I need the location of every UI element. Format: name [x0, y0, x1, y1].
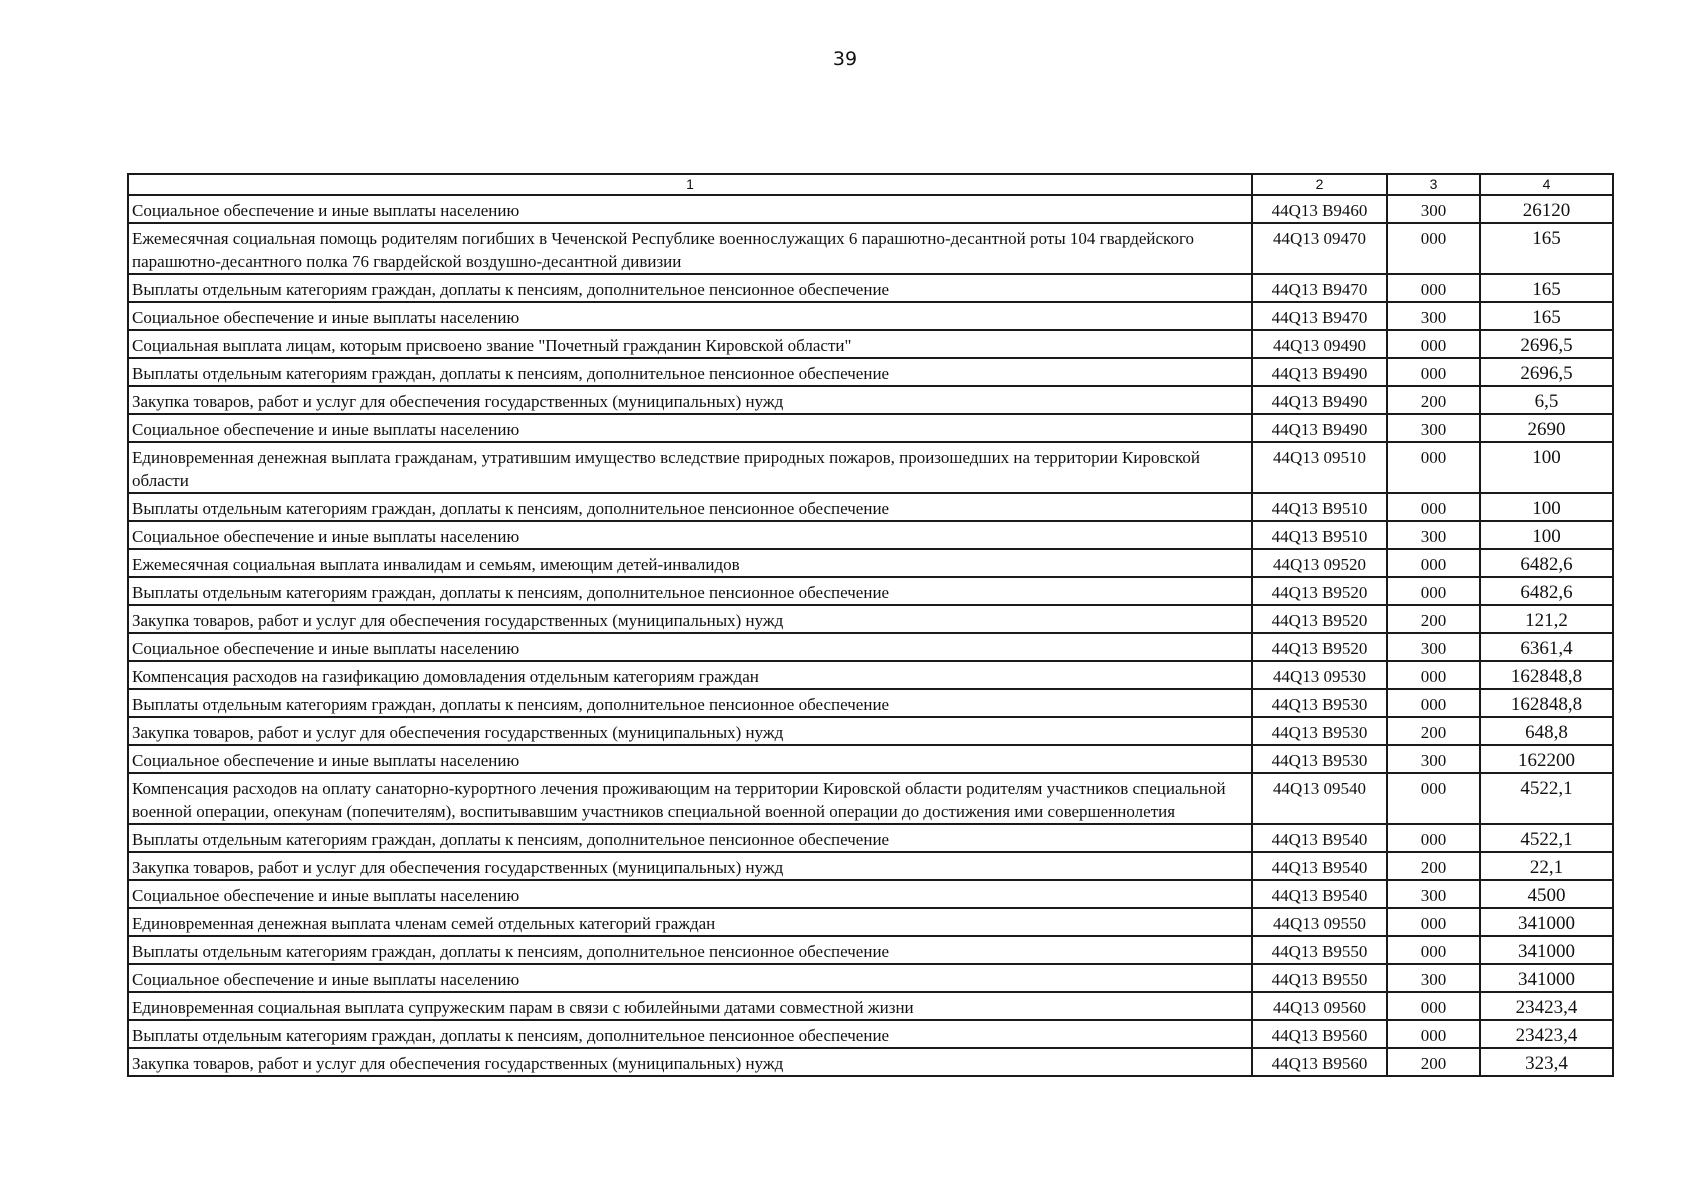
table-row	[128, 964, 1613, 992]
row-name-cell: Закупка товаров, работ и услуг для обеспечения государственных (муниципальных) нужд	[128, 386, 1252, 414]
row-name-cell: Закупка товаров, работ и услуг для обеспечения государственных (муниципальных) нужд	[128, 717, 1252, 745]
row-code-cell: 44Q13 B9510	[1252, 521, 1387, 549]
row-name-cell: Компенсация расходов на оплату санаторно-курортного лечения проживающим на территории Кировской области родителям участников специальной военной операции, опекунам (попечителям), воспитывавшим участников специальной военной операции до достижения ими совершеннолетия	[128, 773, 1252, 824]
row-type-cell: 300	[1387, 633, 1480, 661]
row-code-cell: 44Q13 B9520	[1252, 577, 1387, 605]
row-name-cell: Выплаты отдельным категориям граждан, доплаты к пенсиям, дополнительное пенсионное обеспечение	[128, 358, 1252, 386]
row-sum-cell: 23423,4	[1480, 992, 1613, 1020]
table-row	[128, 577, 1613, 605]
row-sum-cell: 165	[1480, 223, 1613, 274]
row-sum-cell: 2696,5	[1480, 330, 1613, 358]
table-row	[128, 414, 1613, 442]
row-sum-cell: 2690	[1480, 414, 1613, 442]
row-type-cell: 000	[1387, 689, 1480, 717]
row-sum-cell: 341000	[1480, 964, 1613, 992]
row-type-cell: 000	[1387, 661, 1480, 689]
row-code-cell: 44Q13 B9540	[1252, 824, 1387, 852]
table-row	[128, 773, 1613, 824]
row-name-cell: Выплаты отдельным категориям граждан, доплаты к пенсиям, дополнительное пенсионное обеспечение	[128, 824, 1252, 852]
row-type-cell: 000	[1387, 223, 1480, 274]
column-header-type: 3	[1387, 174, 1480, 195]
row-name-cell: Единовременная социальная выплата супружеским парам в связи с юбилейными датами совместной жизни	[128, 992, 1252, 1020]
row-type-cell: 000	[1387, 992, 1480, 1020]
row-type-cell: 300	[1387, 521, 1480, 549]
row-sum-cell: 323,4	[1480, 1048, 1613, 1076]
row-code-cell: 44Q13 B9540	[1252, 852, 1387, 880]
row-sum-cell: 26120	[1480, 195, 1613, 223]
table-row	[128, 605, 1613, 633]
row-name-cell: Выплаты отдельным категориям граждан, доплаты к пенсиям, дополнительное пенсионное обеспечение	[128, 493, 1252, 521]
table-row	[128, 549, 1613, 577]
row-code-cell: 44Q13 B9530	[1252, 717, 1387, 745]
row-type-cell: 000	[1387, 274, 1480, 302]
table-row	[128, 880, 1613, 908]
row-name-cell: Единовременная денежная выплата гражданам, утратившим имущество вследствие природных пожаров, произошедших на территории Кировской области	[128, 442, 1252, 493]
row-type-cell: 000	[1387, 549, 1480, 577]
row-sum-cell: 6,5	[1480, 386, 1613, 414]
table-row	[128, 386, 1613, 414]
row-name-cell: Ежемесячная социальная помощь родителям погибших в Чеченской Республике военнослужащих 6 парашютно-десантной роты 104 гвардейского парашютно-десантного полка 76 гвардейской воздушно-десантной дивизии	[128, 223, 1252, 274]
row-code-cell: 44Q13 B9490	[1252, 414, 1387, 442]
table-row	[128, 633, 1613, 661]
table-row	[128, 358, 1613, 386]
row-type-cell: 000	[1387, 773, 1480, 824]
row-name-cell: Социальное обеспечение и иные выплаты населению	[128, 745, 1252, 773]
row-code-cell: 44Q13 09520	[1252, 549, 1387, 577]
row-sum-cell: 341000	[1480, 908, 1613, 936]
row-name-cell: Социальная выплата лицам, которым присвоено звание "Почетный гражданин Кировской области"	[128, 330, 1252, 358]
table-row	[128, 936, 1613, 964]
row-code-cell: 44Q13 B9520	[1252, 605, 1387, 633]
row-code-cell: 44Q13 09530	[1252, 661, 1387, 689]
row-type-cell: 300	[1387, 964, 1480, 992]
column-header-code: 2	[1252, 174, 1387, 195]
row-type-cell: 200	[1387, 852, 1480, 880]
table-row	[128, 992, 1613, 1020]
table-row	[128, 493, 1613, 521]
row-type-cell: 000	[1387, 330, 1480, 358]
row-name-cell: Единовременная денежная выплата членам семей отдельных категорий граждан	[128, 908, 1252, 936]
row-sum-cell: 2696,5	[1480, 358, 1613, 386]
row-type-cell: 200	[1387, 605, 1480, 633]
row-sum-cell: 4522,1	[1480, 773, 1613, 824]
row-sum-cell: 6361,4	[1480, 633, 1613, 661]
row-code-cell: 44Q13 B9520	[1252, 633, 1387, 661]
row-type-cell: 200	[1387, 1048, 1480, 1076]
row-code-cell: 44Q13 B9550	[1252, 964, 1387, 992]
table-row	[128, 745, 1613, 773]
row-type-cell: 200	[1387, 717, 1480, 745]
row-name-cell: Выплаты отдельным категориям граждан, доплаты к пенсиям, дополнительное пенсионное обеспечение	[128, 689, 1252, 717]
row-type-cell: 300	[1387, 745, 1480, 773]
column-header-sum: 4	[1480, 174, 1613, 195]
table-row	[128, 1020, 1613, 1048]
row-sum-cell: 23423,4	[1480, 1020, 1613, 1048]
table-row	[128, 195, 1613, 223]
row-sum-cell: 4500	[1480, 880, 1613, 908]
row-sum-cell: 341000	[1480, 936, 1613, 964]
table-row	[128, 1048, 1613, 1076]
row-type-cell: 300	[1387, 880, 1480, 908]
row-name-cell: Закупка товаров, работ и услуг для обеспечения государственных (муниципальных) нужд	[128, 605, 1252, 633]
row-type-cell: 000	[1387, 442, 1480, 493]
table-row	[128, 521, 1613, 549]
row-type-cell: 000	[1387, 824, 1480, 852]
row-code-cell: 44Q13 09540	[1252, 773, 1387, 824]
row-code-cell: 44Q13 B9490	[1252, 358, 1387, 386]
row-type-cell: 000	[1387, 936, 1480, 964]
row-name-cell: Закупка товаров, работ и услуг для обеспечения государственных (муниципальных) нужд	[128, 852, 1252, 880]
row-sum-cell: 6482,6	[1480, 549, 1613, 577]
row-sum-cell: 6482,6	[1480, 577, 1613, 605]
row-code-cell: 44Q13 B9470	[1252, 302, 1387, 330]
row-sum-cell: 648,8	[1480, 717, 1613, 745]
table-row	[128, 689, 1613, 717]
row-code-cell: 44Q13 B9550	[1252, 936, 1387, 964]
row-type-cell: 000	[1387, 577, 1480, 605]
row-code-cell: 44Q13 B9530	[1252, 689, 1387, 717]
row-type-cell: 300	[1387, 302, 1480, 330]
row-type-cell: 000	[1387, 493, 1480, 521]
row-code-cell: 44Q13 B9530	[1252, 745, 1387, 773]
row-sum-cell: 121,2	[1480, 605, 1613, 633]
table-row	[128, 442, 1613, 493]
row-name-cell: Выплаты отдельным категориям граждан, доплаты к пенсиям, дополнительное пенсионное обеспечение	[128, 936, 1252, 964]
row-name-cell: Закупка товаров, работ и услуг для обеспечения государственных (муниципальных) нужд	[128, 1048, 1252, 1076]
table-row	[128, 330, 1613, 358]
row-sum-cell: 4522,1	[1480, 824, 1613, 852]
header-row	[128, 174, 1613, 195]
row-name-cell: Компенсация расходов на газификацию домовладения отдельным категориям граждан	[128, 661, 1252, 689]
row-code-cell: 44Q13 09550	[1252, 908, 1387, 936]
row-type-cell: 300	[1387, 195, 1480, 223]
row-sum-cell: 162848,8	[1480, 689, 1613, 717]
page-number: 39	[832, 48, 858, 70]
row-type-cell: 300	[1387, 414, 1480, 442]
row-sum-cell: 162848,8	[1480, 661, 1613, 689]
row-type-cell: 000	[1387, 908, 1480, 936]
table-row	[128, 717, 1613, 745]
table-row	[128, 661, 1613, 689]
table-row	[128, 274, 1613, 302]
row-name-cell: Социальное обеспечение и иные выплаты населению	[128, 880, 1252, 908]
row-sum-cell: 165	[1480, 274, 1613, 302]
row-sum-cell: 100	[1480, 493, 1613, 521]
row-name-cell: Социальное обеспечение и иные выплаты населению	[128, 195, 1252, 223]
row-type-cell: 200	[1387, 386, 1480, 414]
table-row	[128, 852, 1613, 880]
row-sum-cell: 162200	[1480, 745, 1613, 773]
table-body	[128, 195, 1613, 1076]
row-name-cell: Выплаты отдельным категориям граждан, доплаты к пенсиям, дополнительное пенсионное обеспечение	[128, 577, 1252, 605]
row-sum-cell: 22,1	[1480, 852, 1613, 880]
row-code-cell: 44Q13 09560	[1252, 992, 1387, 1020]
row-name-cell: Социальное обеспечение и иные выплаты населению	[128, 964, 1252, 992]
table-header	[128, 174, 1613, 195]
row-code-cell: 44Q13 09510	[1252, 442, 1387, 493]
row-code-cell: 44Q13 B9560	[1252, 1048, 1387, 1076]
row-code-cell: 44Q13 B9510	[1252, 493, 1387, 521]
table-row	[128, 223, 1613, 274]
row-code-cell: 44Q13 B9540	[1252, 880, 1387, 908]
row-type-cell: 000	[1387, 358, 1480, 386]
row-name-cell: Социальное обеспечение и иные выплаты населению	[128, 302, 1252, 330]
table-row	[128, 824, 1613, 852]
row-sum-cell: 165	[1480, 302, 1613, 330]
row-code-cell: 44Q13 B9490	[1252, 386, 1387, 414]
row-name-cell: Выплаты отдельным категориям граждан, доплаты к пенсиям, дополнительное пенсионное обеспечение	[128, 1020, 1252, 1048]
budget-table	[127, 173, 1614, 1077]
row-code-cell: 44Q13 B9560	[1252, 1020, 1387, 1048]
table-row	[128, 302, 1613, 330]
row-code-cell: 44Q13 09470	[1252, 223, 1387, 274]
table-row	[128, 908, 1613, 936]
column-header-name: 1	[128, 174, 1252, 195]
row-name-cell: Социальное обеспечение и иные выплаты населению	[128, 633, 1252, 661]
row-code-cell: 44Q13 B9460	[1252, 195, 1387, 223]
row-name-cell: Ежемесячная социальная выплата инвалидам и семьям, имеющим детей-инвалидов	[128, 549, 1252, 577]
row-code-cell: 44Q13 B9470	[1252, 274, 1387, 302]
row-name-cell: Социальное обеспечение и иные выплаты населению	[128, 414, 1252, 442]
row-sum-cell: 100	[1480, 442, 1613, 493]
row-sum-cell: 100	[1480, 521, 1613, 549]
row-type-cell: 000	[1387, 1020, 1480, 1048]
row-name-cell: Социальное обеспечение и иные выплаты населению	[128, 521, 1252, 549]
row-code-cell: 44Q13 09490	[1252, 330, 1387, 358]
row-name-cell: Выплаты отдельным категориям граждан, доплаты к пенсиям, дополнительное пенсионное обеспечение	[128, 274, 1252, 302]
